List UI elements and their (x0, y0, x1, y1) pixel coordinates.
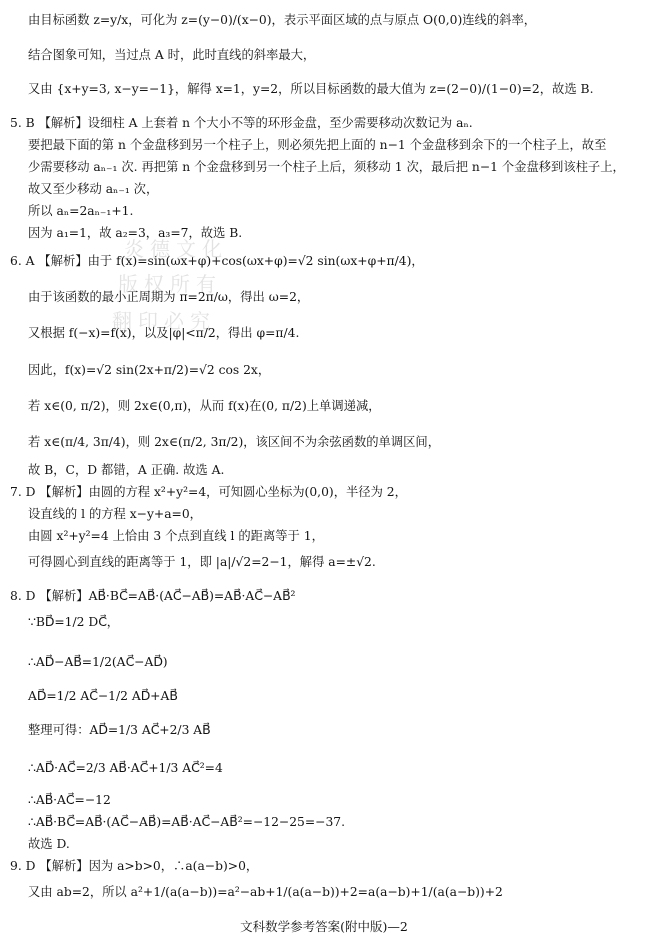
text-line: 由目标函数 z=y/x，可化为 z=(y−0)/(x−0)，表示平面区域的点与原点 O(0,0)连线的斜率， (28, 13, 537, 27)
text-line: ∵BD⃗=1/2 DC⃗， (28, 615, 120, 629)
text-line: 少需要移动 aₙ₋₁ 次. 再把第 n 个金盘移到另一个柱子上后，须移动 1 次，最后把 n−1 个金盘移到该柱子上， (28, 160, 625, 174)
watermark-line-1: 炎德文化 (124, 237, 228, 261)
text-line: 要把最下面的第 n 个金盘移到另一个柱子上，则必须先把上面的 n−1 个金盘移到余下的一个柱子上，故至 (28, 138, 607, 152)
text-line: 又由 {x+y=3, x−y=−1}，解得 x=1，y=2，所以目标函数的最大值为 z=(2−0)/(1−0)=2，故选 B. (28, 82, 594, 96)
text-line: 设直线的 l 的方程 x−y+a=0， (28, 507, 202, 521)
watermark-line-3: 翻印必究 (112, 309, 216, 333)
text-line: 整理可得：AD⃗=1/3 AC⃗+2/3 AB⃗ (28, 723, 211, 737)
text-line: 9. D 【解析】因为 a>b>0，∴a(a−b)>0， (10, 859, 259, 873)
text-line: ∴AD⃗·AC⃗=2/3 AB⃗·AC⃗+1/3 AC⃗²=4 (28, 761, 223, 775)
text-line: 可得圆心到直线的距离等于 1，即 |a|/√2=2−1，解得 a=±√2. (28, 555, 376, 569)
text-line: 若 x∈(0, π/2)，则 2x∈(0,π)，从而 f(x)在(0, π/2)上单调递减， (28, 399, 381, 413)
text-line: AD⃗=1/2 AC⃗−1/2 AD⃗+AB⃗ (28, 689, 178, 703)
text-line: 7. D 【解析】由圆的方程 x²+y²=4，可知圆心坐标为(0,0)，半径为 2， (10, 485, 407, 499)
text-line: 6. A 【解析】由于 f(x)=sin(ωx+φ)+cos(ωx+φ)=√2 sin(ωx+φ+π/4)， (10, 254, 424, 268)
text-line: 结合图象可知，当过点 A 时，此时直线的斜率最大， (28, 48, 316, 62)
text-line: 又根据 f(−x)=f(x)，以及|φ|<π/2，得出 φ=π/4. (28, 326, 300, 340)
text-line: ∴AD⃗−AB⃗=1/2(AC⃗−AD⃗) (28, 655, 168, 669)
text-line: 因为 a₁=1，故 a₂=3，a₃=7，故选 B. (28, 226, 243, 240)
text-line: 所以 aₙ=2aₙ₋₁+1. (28, 204, 134, 218)
text-line: 5. B 【解析】设细柱 A 上套着 n 个大小不等的环形金盘，至少需要移动次数记为 aₙ. (10, 116, 473, 130)
watermark-line-2: 版权所有 (118, 272, 222, 296)
text-line: 故选 D. (28, 837, 70, 851)
text-line: 由于该函数的最小正周期为 π=2π/ω，得出 ω=2， (28, 290, 310, 304)
text-line: 故又至少移动 aₙ₋₁ 次， (28, 182, 159, 196)
text-line: 因此，f(x)=√2 sin(2x+π/2)=√2 cos 2x， (28, 363, 271, 377)
text-line: ∴AB⃗·AC⃗=−12 (28, 793, 111, 807)
text-line: 8. D 【解析】AB⃗·BC⃗=AB⃗·(AC⃗−AB⃗)=AB⃗·AC⃗−AB⃗² (10, 589, 296, 603)
text-line: 若 x∈(π/4, 3π/4)，则 2x∈(π/2, 3π/2)，该区间不为余弦函数的单调区间， (28, 435, 441, 449)
text-line: ∴AB⃗·BC⃗=AB⃗·(AC⃗−AB⃗)=AB⃗·AC⃗−AB⃗²=−12−25=−37. (28, 815, 346, 829)
text-line: 又由 ab=2，所以 a²+1/(a(a−b))=a²−ab+1/(a(a−b))+2=a(a−b)+1/(a(a−b))+2 (28, 885, 503, 899)
text-line: 故 B，C，D 都错，A 正确. 故选 A. (28, 463, 225, 477)
page-footer: 文科数学参考答案(附中版)—2 (240, 919, 408, 934)
text-line: 由圆 x²+y²=4 上恰由 3 个点到直线 l 的距离等于 1， (28, 529, 324, 543)
